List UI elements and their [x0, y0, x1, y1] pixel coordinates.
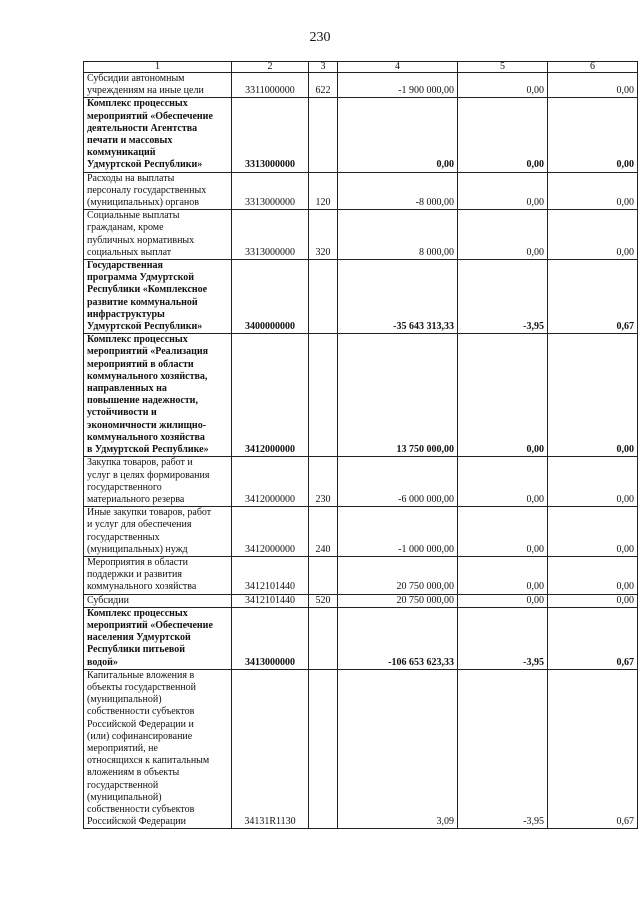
row-name: Капитальные вложения в объекты государственной (муниципальной) собственности субъектов Российской Федерации и (или) софинансирование мероприятий, не относящихся к капитальным вложениям в объекты государственной (муниципальной) собственности субъектов Российской Федерации [84, 669, 232, 829]
share-value: 0,00 [548, 210, 638, 260]
amount: -6 000 000,00 [338, 457, 458, 507]
table-row [84, 172, 638, 210]
table-row [84, 607, 638, 669]
amount: 3,09 [338, 669, 458, 829]
expense-type-code: 240 [309, 507, 338, 557]
amount: -35 643 313,33 [338, 260, 458, 334]
column-header-3: 3 [309, 62, 338, 73]
table-row [84, 260, 638, 334]
percent-change: -3,95 [458, 260, 548, 334]
share-value: 0,00 [548, 98, 638, 172]
expense-type-code [309, 98, 338, 172]
table-row [84, 669, 638, 829]
expense-type-code [309, 334, 338, 457]
amount: 8 000,00 [338, 210, 458, 260]
expense-type-code [309, 260, 338, 334]
row-name: Государственная программа Удмуртской Республики «Комплексное развитие коммунальной инфраструктуры Удмуртской Республики» [84, 260, 232, 334]
budget-code: 3313000000 [232, 210, 309, 260]
expense-type-code [309, 669, 338, 829]
share-value: 0,00 [548, 172, 638, 210]
column-header-1: 1 [84, 62, 232, 73]
percent-change: 0,00 [458, 73, 548, 98]
share-value: 0,67 [548, 669, 638, 829]
budget-code: 3313000000 [232, 172, 309, 210]
budget-code: 3412101440 [232, 556, 309, 594]
row-name: Субсидии [84, 594, 232, 607]
percent-change: 0,00 [458, 334, 548, 457]
percent-change: 0,00 [458, 98, 548, 172]
amount: 13 750 000,00 [338, 334, 458, 457]
expense-type-code [309, 556, 338, 594]
percent-change: 0,00 [458, 172, 548, 210]
amount: -1 000 000,00 [338, 507, 458, 557]
share-value: 0,00 [548, 556, 638, 594]
share-value: 0,00 [548, 73, 638, 98]
budget-code: 3412000000 [232, 334, 309, 457]
row-name: Комплекс процессных мероприятий «Обеспечение деятельности Агентства печати и массовых коммуникаций Удмуртской Республики» [84, 98, 232, 172]
table-row [84, 210, 638, 260]
budget-code: 3412101440 [232, 594, 309, 607]
amount: 0,00 [338, 98, 458, 172]
budget-table [83, 61, 638, 829]
amount: 20 750 000,00 [338, 556, 458, 594]
column-header-6: 6 [548, 62, 638, 73]
share-value: 0,00 [548, 334, 638, 457]
budget-code: 3412000000 [232, 507, 309, 557]
amount: 20 750 000,00 [338, 594, 458, 607]
column-number-row [84, 62, 638, 73]
row-name: Мероприятия в области поддержки и развития коммунального хозяйства [84, 556, 232, 594]
column-header-4: 4 [338, 62, 458, 73]
percent-change: -3,95 [458, 669, 548, 829]
expense-type-code [309, 607, 338, 669]
amount: -8 000,00 [338, 172, 458, 210]
percent-change: 0,00 [458, 210, 548, 260]
percent-change: 0,00 [458, 556, 548, 594]
percent-change: -3,95 [458, 607, 548, 669]
page-number: 230 [309, 30, 331, 45]
share-value: 0,00 [548, 507, 638, 557]
table-row [84, 73, 638, 98]
expense-type-code: 320 [309, 210, 338, 260]
row-name: Субсидии автономным учреждениям на иные цели [84, 73, 232, 98]
budget-code: 3413000000 [232, 607, 309, 669]
share-value: 0,00 [548, 594, 638, 607]
amount: -1 900 000,00 [338, 73, 458, 98]
row-name: Иные закупки товаров, работ и услуг для обеспечения государственных (муниципальных) нужд [84, 507, 232, 557]
budget-code: 3311000000 [232, 73, 309, 98]
amount: -106 653 623,33 [338, 607, 458, 669]
table-row [84, 98, 638, 172]
percent-change: 0,00 [458, 594, 548, 607]
table-row [84, 457, 638, 507]
budget-code: 3412000000 [232, 457, 309, 507]
table-row [84, 334, 638, 457]
share-value: 0,67 [548, 260, 638, 334]
budget-code: 3313000000 [232, 98, 309, 172]
table-row [84, 556, 638, 594]
percent-change: 0,00 [458, 457, 548, 507]
expense-type-code: 120 [309, 172, 338, 210]
budget-code: 3400000000 [232, 260, 309, 334]
row-name: Комплекс процессных мероприятий «Реализация мероприятий в области коммунального хозяйства, направленных на повышение надежности, устойчивости и экономичности жилищно- коммунального хозяйства в Удмуртской Республике» [84, 334, 232, 457]
column-header-2: 2 [232, 62, 309, 73]
row-name: Закупка товаров, работ и услуг в целях формирования государственного материального резерва [84, 457, 232, 507]
percent-change: 0,00 [458, 507, 548, 557]
share-value: 0,67 [548, 607, 638, 669]
share-value: 0,00 [548, 457, 638, 507]
budget-code: 34131R1130 [232, 669, 309, 829]
column-header-5: 5 [458, 62, 548, 73]
row-name: Комплекс процессных мероприятий «Обеспечение населения Удмуртской Республики питьевой водой» [84, 607, 232, 669]
table-row [84, 594, 638, 607]
row-name: Социальные выплаты гражданам, кроме публичных нормативных социальных выплат [84, 210, 232, 260]
expense-type-code: 520 [309, 594, 338, 607]
row-name: Расходы на выплаты персоналу государственных (муниципальных) органов [84, 172, 232, 210]
expense-type-code: 622 [309, 73, 338, 98]
table-row [84, 507, 638, 557]
expense-type-code: 230 [309, 457, 338, 507]
